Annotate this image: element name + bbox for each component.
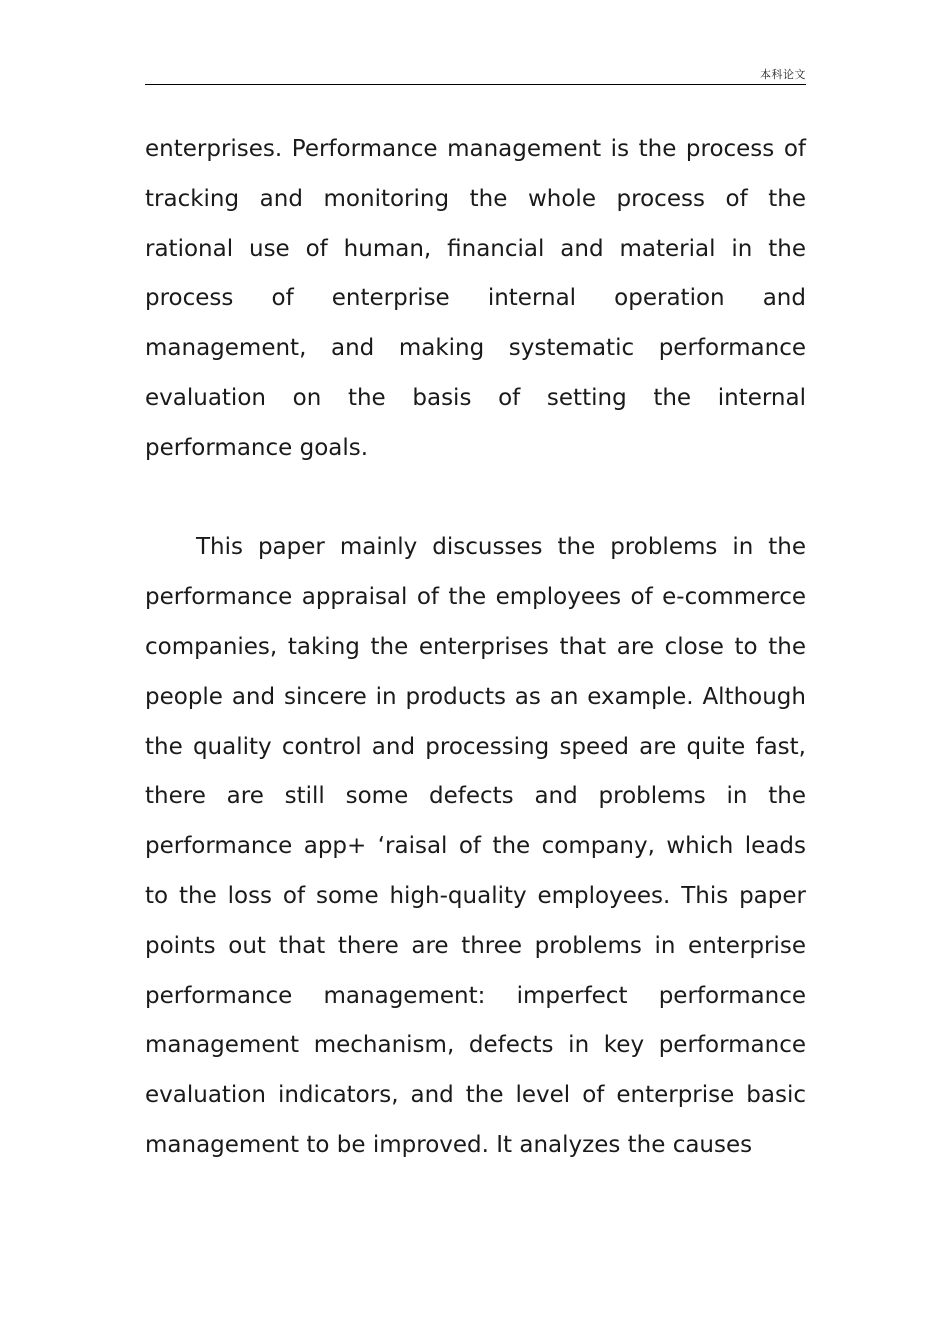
paragraph-summary: This paper mainly discusses the problems in the performance appraisal of the employees of e-commerce companies, taking the enterprises that are close to the people and sincere in products as an example. Although the quality control and processing speed are quite fast, there are still some defects and problems in the performance app+ ‘raisal of the company, which leads to the loss of some high-quality employees. This paper points out that there are three problems in enterprise performance management: imperfect performance management mechanism, defects in key performance evaluation indicators, and the level of enterprise basic management to be improved. It analyzes the causes (145, 534, 806, 1158)
running-header (145, 64, 806, 85)
header-title: 本科论文 (760, 68, 806, 81)
paragraph-continuation: enterprises. Performance management is the process of tracking and monitoring the whole process of the rational use of human, financial and material in the process of enterprise internal operation and management, and making systematic performance evaluation on the basis of setting the internal performance goals. (145, 136, 806, 461)
body-text (145, 125, 806, 1171)
